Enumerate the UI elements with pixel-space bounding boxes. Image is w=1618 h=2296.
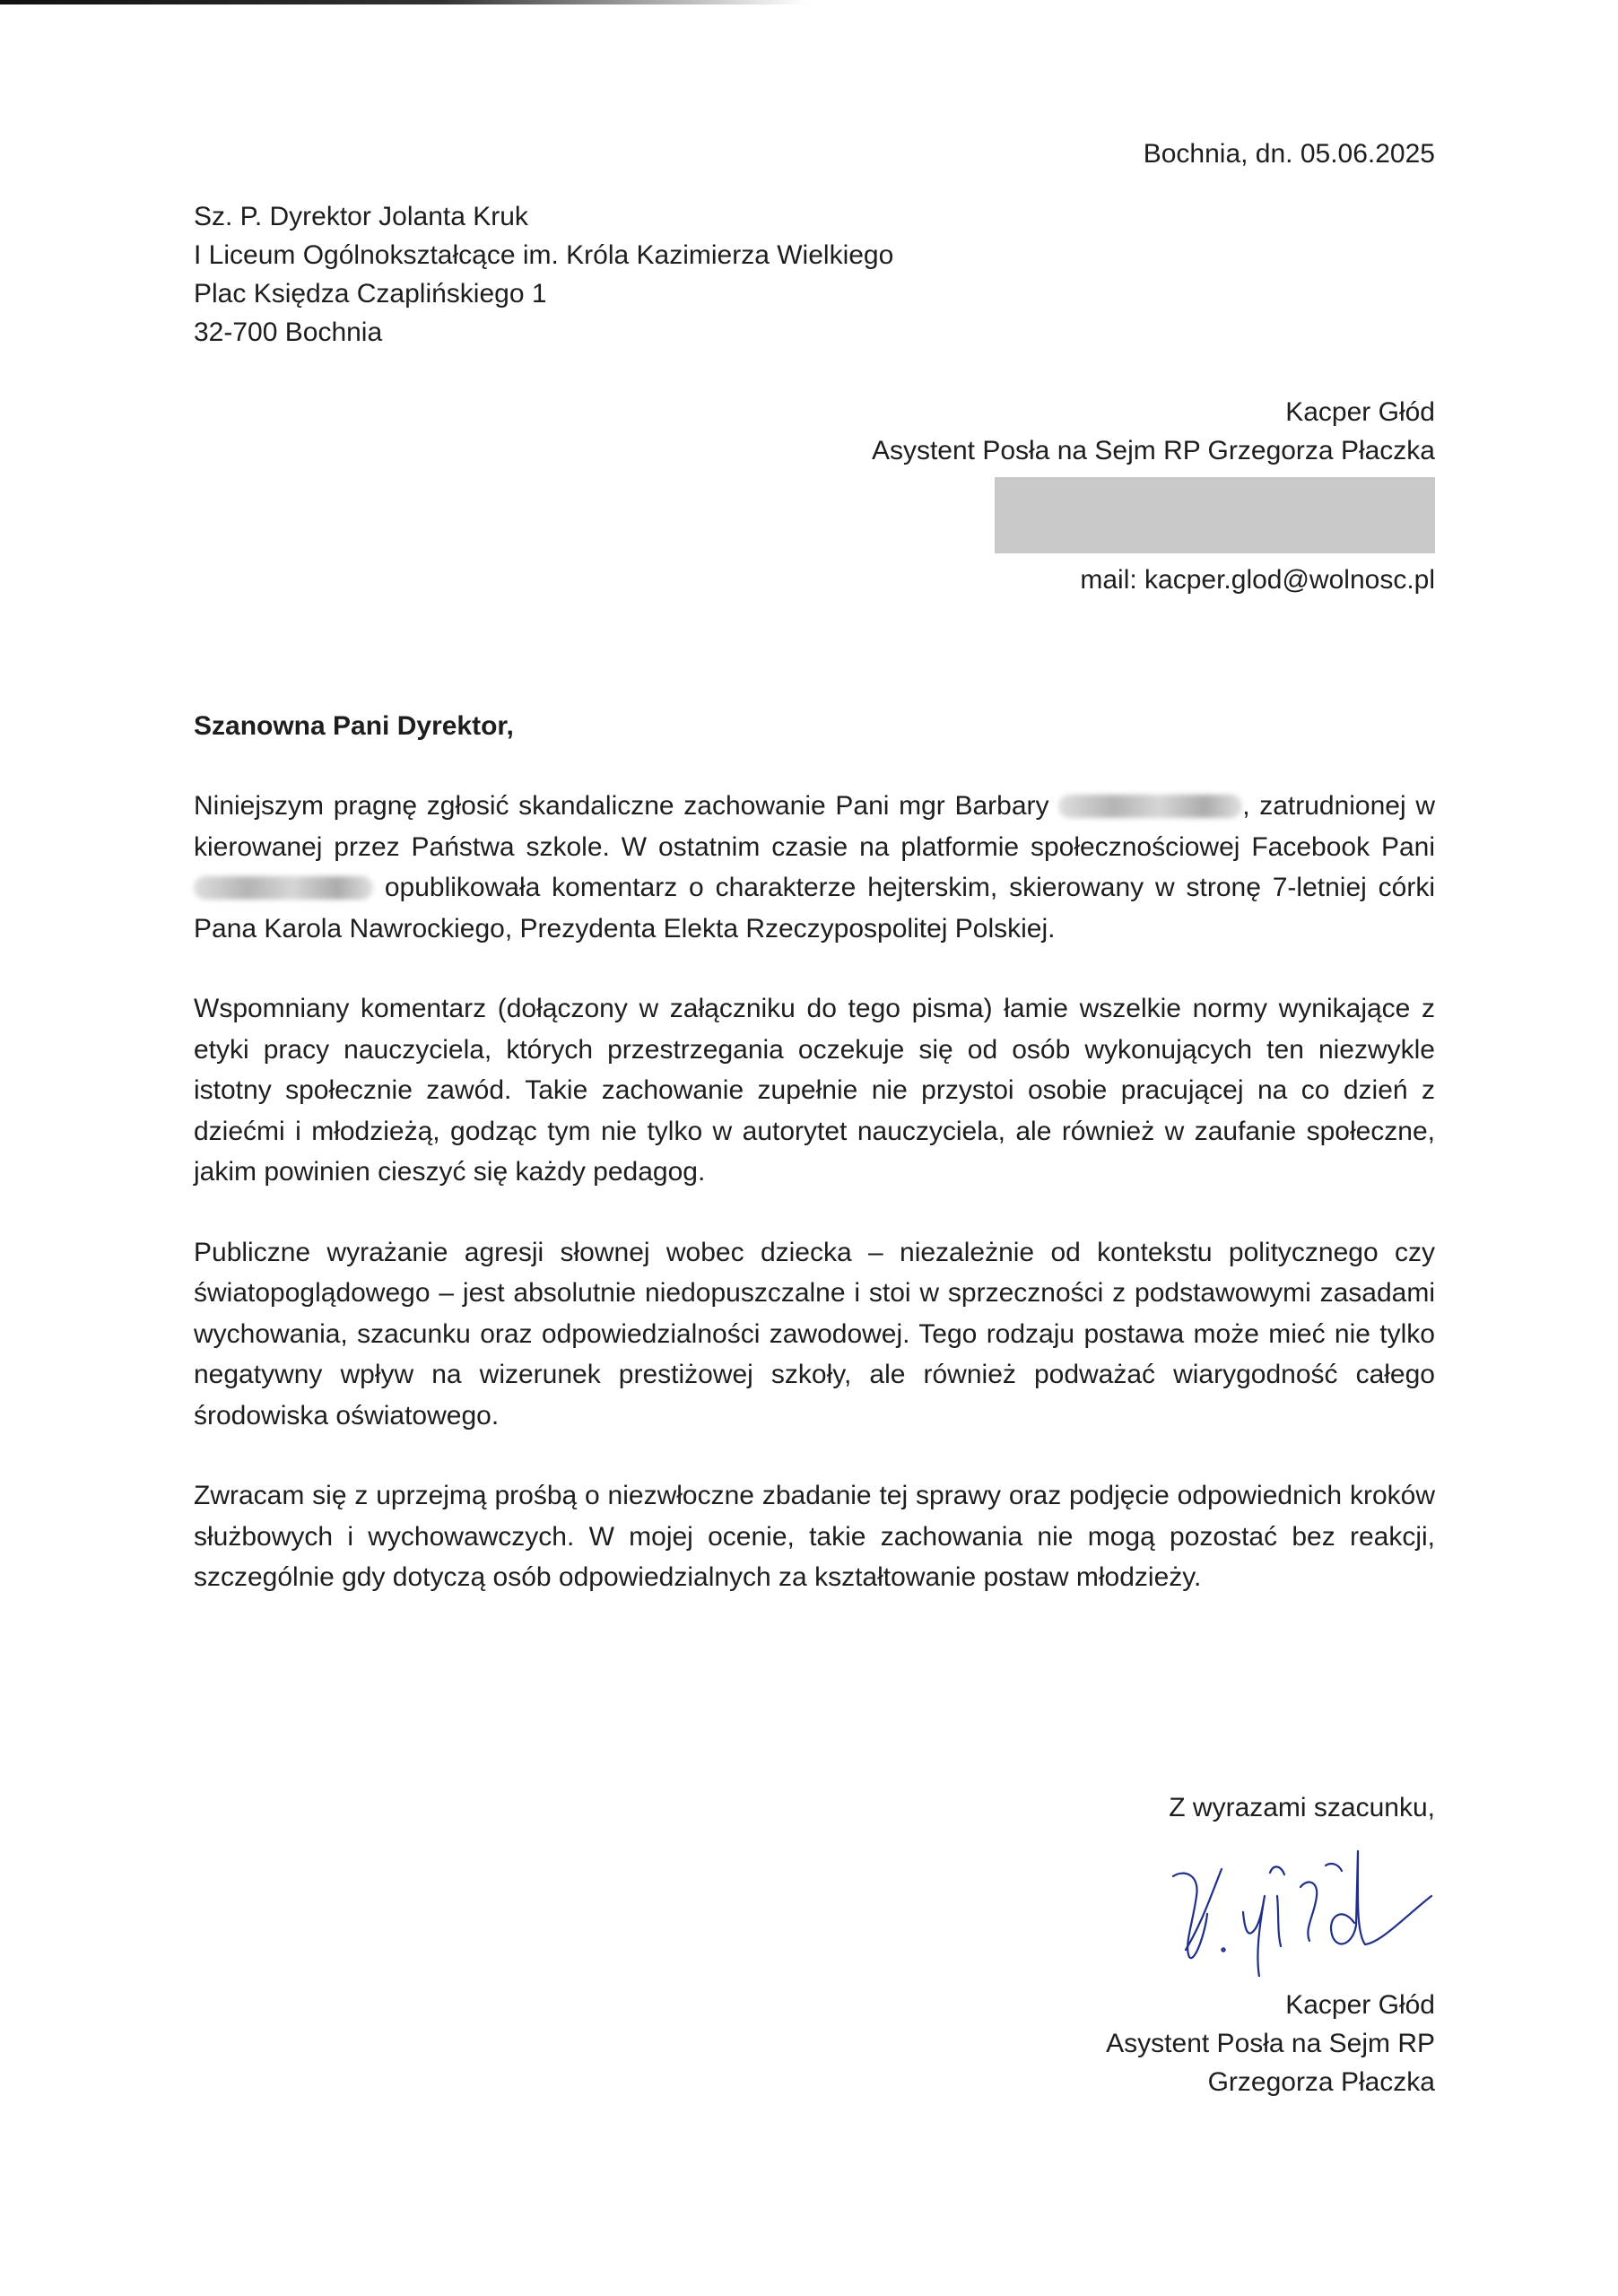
signatory-title-line-1: Asystent Posła na Sejm RP [1106, 2029, 1435, 2058]
paragraph-3: Publiczne wyrażanie agresji słownej wobec dziecka – niezależnie od kontekstu politycznego czy światopoglądowego – jest absolutnie niedopuszczalne i stoi w sprzeczności z podstawowymi zasadami wychowania, szacunku oraz odpowiedzialności zawodowej. Tego rodzaju postawa może mieć nie tylko negatywny wpływ na wizerunek prestiżowej szkoły, ale również podważać wiarygodność całego środowiska oświatowego. [194, 1237, 1435, 1431]
sender-name: Kacper Głód [1285, 397, 1435, 427]
sender-block [872, 393, 1435, 599]
redacted-surname [194, 876, 373, 900]
salutation: Szanowna Pani Dyrektor, [194, 711, 514, 741]
place-date: Bochnia, dn. 05.06.2025 [1143, 139, 1435, 169]
recipient-address-block [194, 197, 893, 352]
recipient-street: Plac Księdza Czaplińskiego 1 [194, 279, 547, 309]
scan-edge-artifact [0, 0, 807, 4]
redacted-surname [1058, 795, 1242, 818]
signatory-name: Kacper Głód [1285, 1990, 1435, 2020]
complimentary-close: Z wyrazami szacunku, [1169, 1793, 1435, 1822]
letter-body [194, 786, 1435, 1638]
handwritten-signature [1166, 1842, 1435, 1977]
recipient-city: 32-700 Bochnia [194, 317, 383, 347]
paragraph-1: Niniejszym pragnę zgłosić skandaliczne zachowanie Pani mgr Barbary , zatrudnionej w kierowanej przez Państwa szkole. W ostatnim czasie na platformie społecznościowej Facebook Pani opublikowała komentarz o charakterze hejterskim, skierowany w stronę 7-letniej córki Pana Karola Nawrockiego, Prezydenta Elekta Rzeczypospolitej Polskiej. [194, 791, 1435, 944]
recipient-institution: I Liceum Ogólnokształcące im. Króla Kazimierza Wielkiego [194, 240, 894, 270]
paragraph-4: Zwracam się z uprzejmą prośbą o niezwłoczne zbadanie tej sprawy oraz podjęcie odpowiednich kroków służbowych i wychowawczych. W mojej ocenie, takie zachowania nie mogą pozostać bez reakcji, szczególnie gdy dotyczą osób odpowiedzialnych za kształtowanie postaw młodzieży. [194, 1481, 1435, 1592]
signatory-title-line-2: Grzegorza Płaczka [1207, 2067, 1435, 2097]
sender-email: mail: kacper.glod@wolnosc.pl [1080, 565, 1435, 595]
recipient-name: Sz. P. Dyrektor Jolanta Kruk [194, 202, 528, 231]
closing-block [1106, 1790, 1435, 2101]
sender-title: Asystent Posła na Sejm RP Grzegorza Płaczka [871, 436, 1435, 465]
redacted-contact-block [995, 477, 1435, 553]
paragraph-2: Wspomniany komentarz (dołączony w załączniku do tego pisma) łamie wszelkie normy wynikające z etyki pracy nauczyciela, których przestrzegania oczekuje się od osób wykonujących ten niezwykle istotny społecznie zawód. Takie zachowanie zupełnie nie przystoi osobie pracującej na co dzień z dziećmi i młodzieżą, godząc tym nie tylko w autorytet nauczyciela, ale również w zaufanie społeczne, jakim powinien cieszyć się każdy pedagog. [194, 994, 1435, 1187]
signatory-block [1106, 1986, 1435, 2101]
